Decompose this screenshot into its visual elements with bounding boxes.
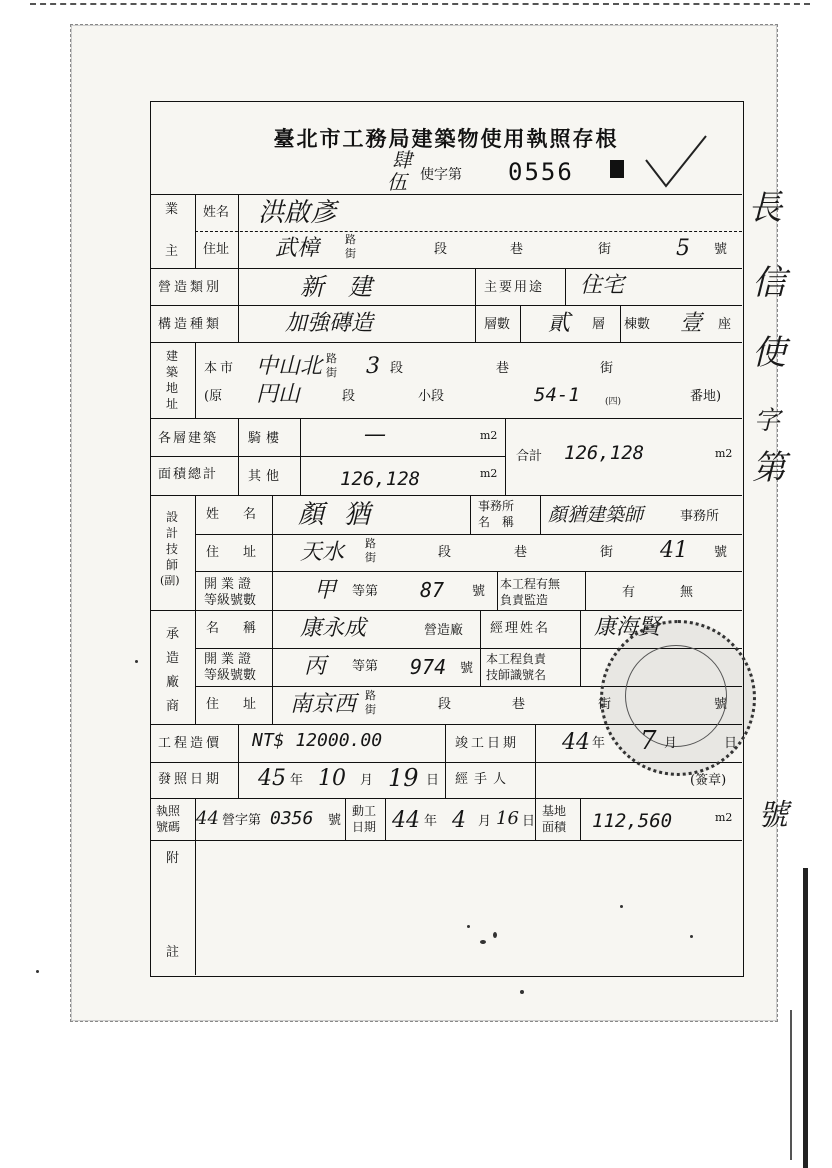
- site-road-value: 中山北: [256, 354, 323, 379]
- issue-year: 45: [258, 766, 286, 791]
- rule: [580, 610, 581, 648]
- designer-section-label: (副): [160, 574, 180, 587]
- designer-hao-label: 號: [714, 545, 728, 560]
- construction-type-label: 營造類別: [158, 280, 223, 295]
- office-label-1: 事務所: [478, 499, 515, 513]
- contractor-deng-label: 等第: [352, 659, 379, 674]
- site-orig-open: (原: [204, 389, 223, 404]
- check-mark-icon: [610, 160, 624, 178]
- contractor-xiang-label: 巷: [512, 697, 526, 712]
- side-note-char: 使: [752, 333, 786, 373]
- other-label: 其他: [248, 469, 285, 484]
- designer-deng-label: 等第: [352, 584, 379, 599]
- designer-section-label: 技: [166, 542, 179, 556]
- permit-label-2: 號碼: [156, 820, 181, 834]
- base-unit: m2: [715, 811, 733, 824]
- rule: [620, 305, 621, 342]
- rule: [238, 418, 239, 495]
- supervise-wu: 無: [680, 585, 694, 600]
- office-label-2: 名稱: [478, 515, 527, 529]
- owner-name-label: 姓名: [203, 205, 230, 220]
- contractor-address-label: 住址: [206, 697, 281, 712]
- designer-license-hao: 號: [472, 584, 486, 599]
- other-unit: m2: [480, 467, 498, 480]
- site-street-label: 街: [326, 366, 337, 379]
- rule: [505, 418, 506, 495]
- side-note-char: 字: [754, 406, 781, 436]
- start-month: 4: [452, 808, 466, 833]
- owner-xiang-label: 巷: [510, 242, 524, 257]
- designer-road-label: 路: [365, 537, 376, 550]
- base-label-2: 面積: [542, 820, 567, 834]
- speck: [520, 990, 524, 994]
- rule: [238, 268, 239, 342]
- designer-jie-label: 街: [600, 545, 614, 560]
- issue-yue: 月: [360, 773, 374, 788]
- construction-type-value: 新 建: [300, 273, 372, 301]
- rule: [195, 194, 196, 268]
- rule: [540, 495, 541, 534]
- owner-hao-value: 5: [676, 236, 690, 261]
- right-edge-bar: [803, 868, 808, 1168]
- site-section-label: 址: [166, 397, 179, 411]
- tech-label-2: 技師識號名: [486, 668, 547, 682]
- rule: [345, 798, 346, 840]
- owner-address-label: 住址: [203, 242, 230, 257]
- contractor-name-label: 名稱: [206, 621, 281, 636]
- site-duan-label: 段: [390, 361, 404, 376]
- owner-road-label: 路: [345, 233, 356, 246]
- site-lot-suffix: (四): [605, 397, 622, 407]
- total-value: 126,128: [564, 442, 645, 464]
- structure-type-label: 構造種類: [158, 317, 223, 332]
- site-jie-label: 街: [600, 361, 614, 376]
- number-prefix-2: 伍: [387, 170, 407, 194]
- finish-yue: 月: [664, 736, 678, 751]
- site-orig-duan: 段: [342, 389, 356, 404]
- rule: [195, 610, 196, 724]
- rule: [238, 194, 239, 268]
- owner-road-value: 武樟: [275, 236, 320, 261]
- handler-label: 經手人: [455, 772, 513, 787]
- side-note-char: 號: [758, 798, 788, 833]
- manager-label: 經理姓名: [490, 621, 551, 636]
- owner-duan-label: 段: [434, 242, 448, 257]
- contractor-road-label: 路: [365, 689, 376, 702]
- permit-label-1: 執照: [156, 804, 181, 818]
- contractor-name-value: 康永成: [300, 616, 367, 641]
- buildings-value: 壹: [680, 311, 703, 336]
- side-note-char: 長: [748, 188, 782, 228]
- rule: [385, 798, 386, 840]
- contractor-section-label: 廠: [166, 675, 180, 690]
- rule: [470, 495, 471, 534]
- speck: [36, 970, 39, 973]
- site-duan-value: 3: [366, 354, 380, 379]
- rule: [535, 798, 536, 840]
- site-city-label: 本市: [204, 361, 237, 376]
- contractor-road-value: 南京西: [290, 692, 357, 717]
- issue-month: 10: [318, 766, 346, 791]
- finish-ri: 日: [724, 736, 738, 751]
- designer-section-label: 師: [166, 558, 179, 572]
- rule: [150, 610, 742, 611]
- contractor-jie-label: 街: [598, 697, 612, 712]
- rule: [150, 456, 505, 457]
- rule: [565, 268, 566, 305]
- finish-label: 竣工日期: [455, 736, 520, 751]
- buildings-label: 棟數: [624, 317, 651, 332]
- site-section-label: 築: [166, 365, 179, 379]
- area-label-1: 各層建築: [158, 431, 219, 446]
- designer-license-value: 87: [420, 578, 445, 602]
- permit-ying-label: 營字第: [222, 813, 262, 828]
- buildings-unit: 座: [718, 317, 732, 332]
- supervise-label-1: 本工程有無: [500, 577, 561, 591]
- start-label-1: 動工: [352, 804, 377, 818]
- contractor-section-label: 商: [166, 699, 180, 714]
- floors-label: 層數: [484, 317, 511, 332]
- side-note-char: 第: [752, 448, 786, 488]
- designer-address-label: 住址: [206, 545, 281, 560]
- designer-name-value: 顏猶: [298, 500, 391, 530]
- contractor-license-value: 974: [410, 655, 447, 679]
- rule: [195, 840, 196, 975]
- remarks-label-1: 附: [166, 851, 180, 866]
- designer-xiang-label: 巷: [514, 545, 528, 560]
- structure-type-value: 加強磚造: [285, 311, 374, 336]
- number-value: 0556: [508, 158, 574, 186]
- office-value: 顏猶建築師: [548, 504, 644, 526]
- cost-value: NT$ 12000.00: [252, 730, 383, 751]
- issue-nian: 年: [290, 773, 304, 788]
- designer-road-value: 天水: [300, 540, 345, 565]
- tech-label-1: 本工程負責: [486, 652, 547, 666]
- start-day: 16: [496, 808, 519, 829]
- rule: [480, 610, 481, 686]
- contractor-grade-value: 丙: [304, 654, 327, 679]
- finish-year: 44: [562, 730, 590, 755]
- rule: [475, 268, 476, 342]
- base-value: 112,560: [592, 810, 673, 832]
- site-section-label: 建: [166, 349, 179, 363]
- designer-grade-value: 甲: [314, 578, 337, 603]
- number-prefix-1: 肆: [392, 148, 412, 172]
- rule: [300, 418, 301, 495]
- issue-ri: 日: [426, 773, 440, 788]
- site-xiang-label: 巷: [496, 361, 510, 376]
- arcade-unit: m2: [480, 429, 498, 442]
- start-year: 44: [392, 808, 420, 833]
- issue-day: 19: [388, 764, 419, 792]
- contractor-section-label: 造: [166, 651, 180, 666]
- owner-jie-label: 街: [598, 242, 612, 257]
- rule: [445, 724, 446, 762]
- other-value: 126,128: [340, 468, 421, 490]
- arcade-value: —: [364, 422, 386, 447]
- owner-section-label: 主: [165, 244, 179, 259]
- rule: [535, 762, 536, 798]
- rule: [150, 798, 742, 799]
- number-label: 使字第: [420, 167, 462, 183]
- owner-street-label: 街: [345, 247, 356, 260]
- site-xiaoduan-label: 小段: [418, 389, 445, 404]
- designer-section-label: 計: [166, 526, 179, 540]
- designer-name-label: 姓名: [206, 507, 281, 522]
- top-edge-mark: [30, 3, 810, 5]
- floors-unit: 層: [592, 317, 606, 332]
- area-label-2: 面積總計: [158, 467, 219, 482]
- manager-value: 康海賢: [594, 615, 661, 640]
- contractor-license-label-1: 開業證: [204, 652, 256, 667]
- contractor-street-label: 街: [365, 703, 376, 716]
- designer-hao-value: 41: [660, 538, 688, 563]
- owner-hao-label: 號: [714, 242, 728, 257]
- contractor-name-suffix: 營造廠: [424, 623, 464, 638]
- rule: [150, 495, 742, 496]
- supervise-you: 有: [622, 585, 636, 600]
- rule: [150, 342, 742, 343]
- rule: [535, 724, 536, 762]
- contractor-duan-label: 段: [438, 697, 452, 712]
- permit-value: 0356: [270, 808, 314, 829]
- main-use-value: 住宅: [580, 273, 625, 298]
- rule: [195, 231, 742, 232]
- site-road-label: 路: [326, 352, 337, 365]
- rule: [580, 798, 581, 840]
- rule: [585, 571, 586, 610]
- remarks-label-2: 註: [166, 945, 180, 960]
- start-ri: 日: [522, 814, 536, 829]
- designer-license-label-1: 開業證: [204, 577, 256, 592]
- total-unit: m2: [715, 447, 733, 460]
- rule: [195, 495, 196, 610]
- contractor-section-label: 承: [166, 627, 180, 642]
- check-stroke-icon: [640, 130, 710, 190]
- contractor-hao-label: 號: [714, 697, 728, 712]
- site-section-label: 地: [166, 381, 179, 395]
- designer-street-label: 街: [365, 551, 376, 564]
- office-suffix: 事務所: [680, 509, 720, 524]
- finish-month: 7: [640, 726, 657, 756]
- rule: [580, 648, 581, 686]
- contractor-license-hao: 號: [460, 661, 474, 676]
- rule: [497, 571, 498, 610]
- site-lot-label: 番地): [690, 389, 722, 404]
- designer-section-label: 設: [166, 510, 179, 524]
- form-title: 臺北市工務局建築物使用執照存根: [273, 126, 619, 151]
- floors-value: 貳: [548, 311, 571, 336]
- owner-name-value: 洪啟彥: [258, 198, 337, 228]
- rule: [520, 305, 521, 342]
- permit-form: [150, 101, 744, 977]
- issue-date-label: 發照日期: [158, 772, 223, 787]
- rule: [445, 762, 446, 798]
- rule: [195, 534, 742, 535]
- designer-license-label-2: 等級號數: [204, 593, 257, 608]
- designer-duan-label: 段: [438, 545, 452, 560]
- contractor-license-label-2: 等級號數: [204, 668, 257, 683]
- side-note-char: 信: [752, 263, 786, 303]
- start-yue: 月: [478, 814, 492, 829]
- cost-label: 工程造價: [158, 736, 223, 751]
- owner-section-label: 業: [165, 202, 179, 217]
- sign-label: (簽章): [690, 773, 727, 788]
- arcade-label: 騎樓: [248, 431, 285, 446]
- speck: [135, 660, 138, 663]
- start-label-2: 日期: [352, 820, 377, 834]
- site-orig-value: 円山: [256, 382, 301, 407]
- rule: [195, 571, 742, 572]
- rule: [238, 724, 239, 798]
- rule: [150, 840, 742, 841]
- rule: [195, 342, 196, 418]
- total-label: 合計: [516, 449, 543, 464]
- permit-prefix-value: 44: [196, 808, 219, 829]
- main-use-label: 主要用途: [484, 280, 545, 295]
- site-lot-value: 54-1: [534, 384, 580, 406]
- start-nian: 年: [424, 814, 438, 829]
- finish-nian: 年: [592, 736, 606, 751]
- right-edge-line: [790, 1010, 792, 1160]
- base-label-1: 基地: [542, 804, 567, 818]
- permit-hao: 號: [328, 813, 342, 828]
- supervise-label-2: 負責監造: [500, 593, 549, 607]
